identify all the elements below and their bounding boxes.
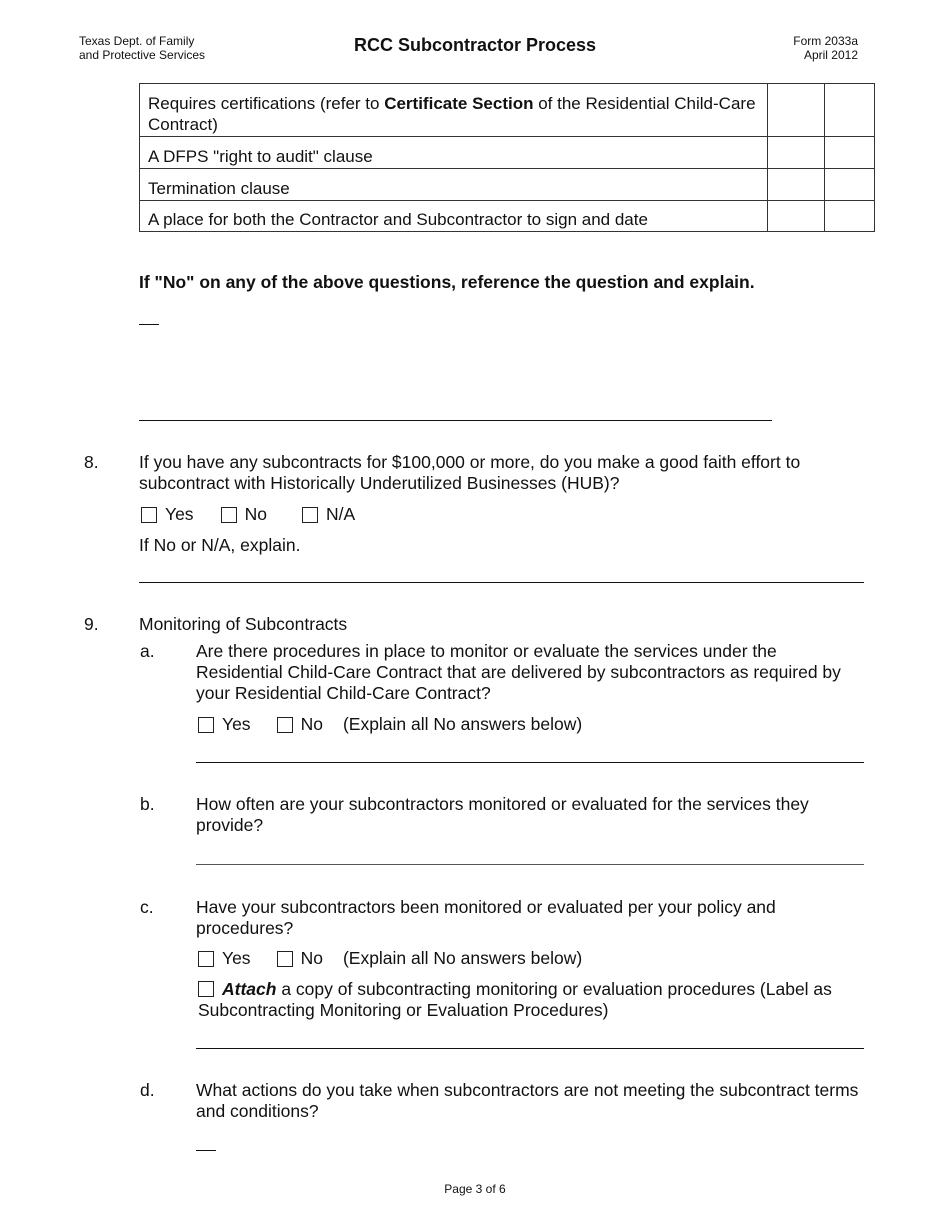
question-9a-answer-line[interactable] <box>196 762 864 763</box>
explain-prompt: If "No" on any of the above questions, reference the question and explain. <box>139 272 755 292</box>
question-9-title: Monitoring of Subcontracts <box>139 614 348 634</box>
requirement-termination-clause: Termination clause <box>140 169 768 201</box>
checkbox[interactable] <box>221 507 237 523</box>
requirement-certifications: Requires certifications (refer to Certificate Section of the Residential Child-Care Contract) <box>140 84 768 137</box>
question-9a-options <box>198 714 582 735</box>
yes-cell[interactable] <box>768 201 825 232</box>
question-9a-text: Are there procedures in place to monitor or evaluate the services under the Residential Child-Care Contract that are delivered by subcontractors as required by your Residential Child-Care Contract? <box>196 641 841 703</box>
agency-line-1: Texas Dept. of Family <box>79 34 195 48</box>
no-cell[interactable] <box>825 84 875 137</box>
requirement-signature: A place for both the Contractor and Subcontractor to sign and date <box>140 201 768 232</box>
question-8-text: If you have any subcontracts for $100,000 or more, do you make a good faith effort to subcontract with Historically Underutilized Businesses (HUB)? <box>139 452 801 493</box>
q8-no-option[interactable]: No <box>221 504 267 525</box>
no-cell[interactable] <box>825 201 875 232</box>
page-number: Page 3 of 6 <box>444 1182 506 1196</box>
question-9c-letter: c. <box>140 897 154 917</box>
q9c-no-option[interactable]: No <box>277 948 323 969</box>
q9a-no-option[interactable]: No <box>277 714 323 735</box>
question-9a-letter: a. <box>140 641 155 661</box>
question-9b-text: How often are your subcontractors monitored or evaluated for the services they provide? <box>196 794 809 835</box>
page-title: RCC Subcontractor Process <box>353 35 597 55</box>
q8-yes-option[interactable]: Yes <box>141 504 194 525</box>
table-row <box>140 137 875 169</box>
table-row <box>140 169 875 201</box>
q9c-yes-option[interactable]: Yes <box>198 948 251 969</box>
requirements-table <box>139 83 875 232</box>
checkbox[interactable] <box>302 507 318 523</box>
no-cell[interactable] <box>825 169 875 201</box>
table-row <box>140 84 875 137</box>
yes-cell[interactable] <box>768 169 825 201</box>
explain-answer-line[interactable] <box>139 420 772 421</box>
no-cell[interactable] <box>825 137 875 169</box>
checkbox[interactable] <box>277 951 293 967</box>
question-9b-answer-line[interactable] <box>196 864 864 865</box>
question-9c-text: Have your subcontractors been monitored or evaluated per your policy and procedures? <box>196 897 776 938</box>
checkbox[interactable] <box>198 951 214 967</box>
q9a-note: (Explain all No answers below) <box>342 714 583 734</box>
form-date: April 2012 <box>803 48 858 62</box>
table-row <box>140 201 875 232</box>
checkbox[interactable] <box>198 717 214 733</box>
answer-start-mark <box>139 324 159 325</box>
checkbox[interactable] <box>141 507 157 523</box>
question-8-answer-line[interactable] <box>139 582 864 583</box>
question-8-followup: If No or N/A, explain. <box>139 535 301 555</box>
question-9d-letter: d. <box>140 1080 155 1100</box>
q9c-note: (Explain all No answers below) <box>342 948 583 968</box>
form-number: Form 2033a <box>793 34 858 48</box>
question-8-options <box>141 504 355 525</box>
requirement-audit-clause: A DFPS "right to audit" clause <box>140 137 768 169</box>
agency-line-2: and Protective Services <box>79 48 206 62</box>
yes-cell[interactable] <box>768 84 825 137</box>
question-9c-answer-line[interactable] <box>196 1048 864 1049</box>
attach-checkbox[interactable] <box>198 981 214 997</box>
q9a-yes-option[interactable]: Yes <box>198 714 251 735</box>
answer-start-mark <box>196 1150 216 1151</box>
yes-cell[interactable] <box>768 137 825 169</box>
q8-na-option[interactable]: N/A <box>302 504 355 525</box>
question-9b-letter: b. <box>140 794 155 814</box>
q9c-attach-option: Attach a copy of subcontracting monitoring or evaluation procedures (Label as Subcontracting Monitoring or Evaluation Procedures) <box>198 979 832 1020</box>
form-info <box>793 34 858 62</box>
question-9d-text: What actions do you take when subcontractors are not meeting the subcontract terms and conditions? <box>196 1080 859 1121</box>
question-9-number: 9. <box>84 614 99 634</box>
checkbox[interactable] <box>277 717 293 733</box>
question-8-number: 8. <box>84 452 99 472</box>
question-9c-options <box>198 948 582 969</box>
